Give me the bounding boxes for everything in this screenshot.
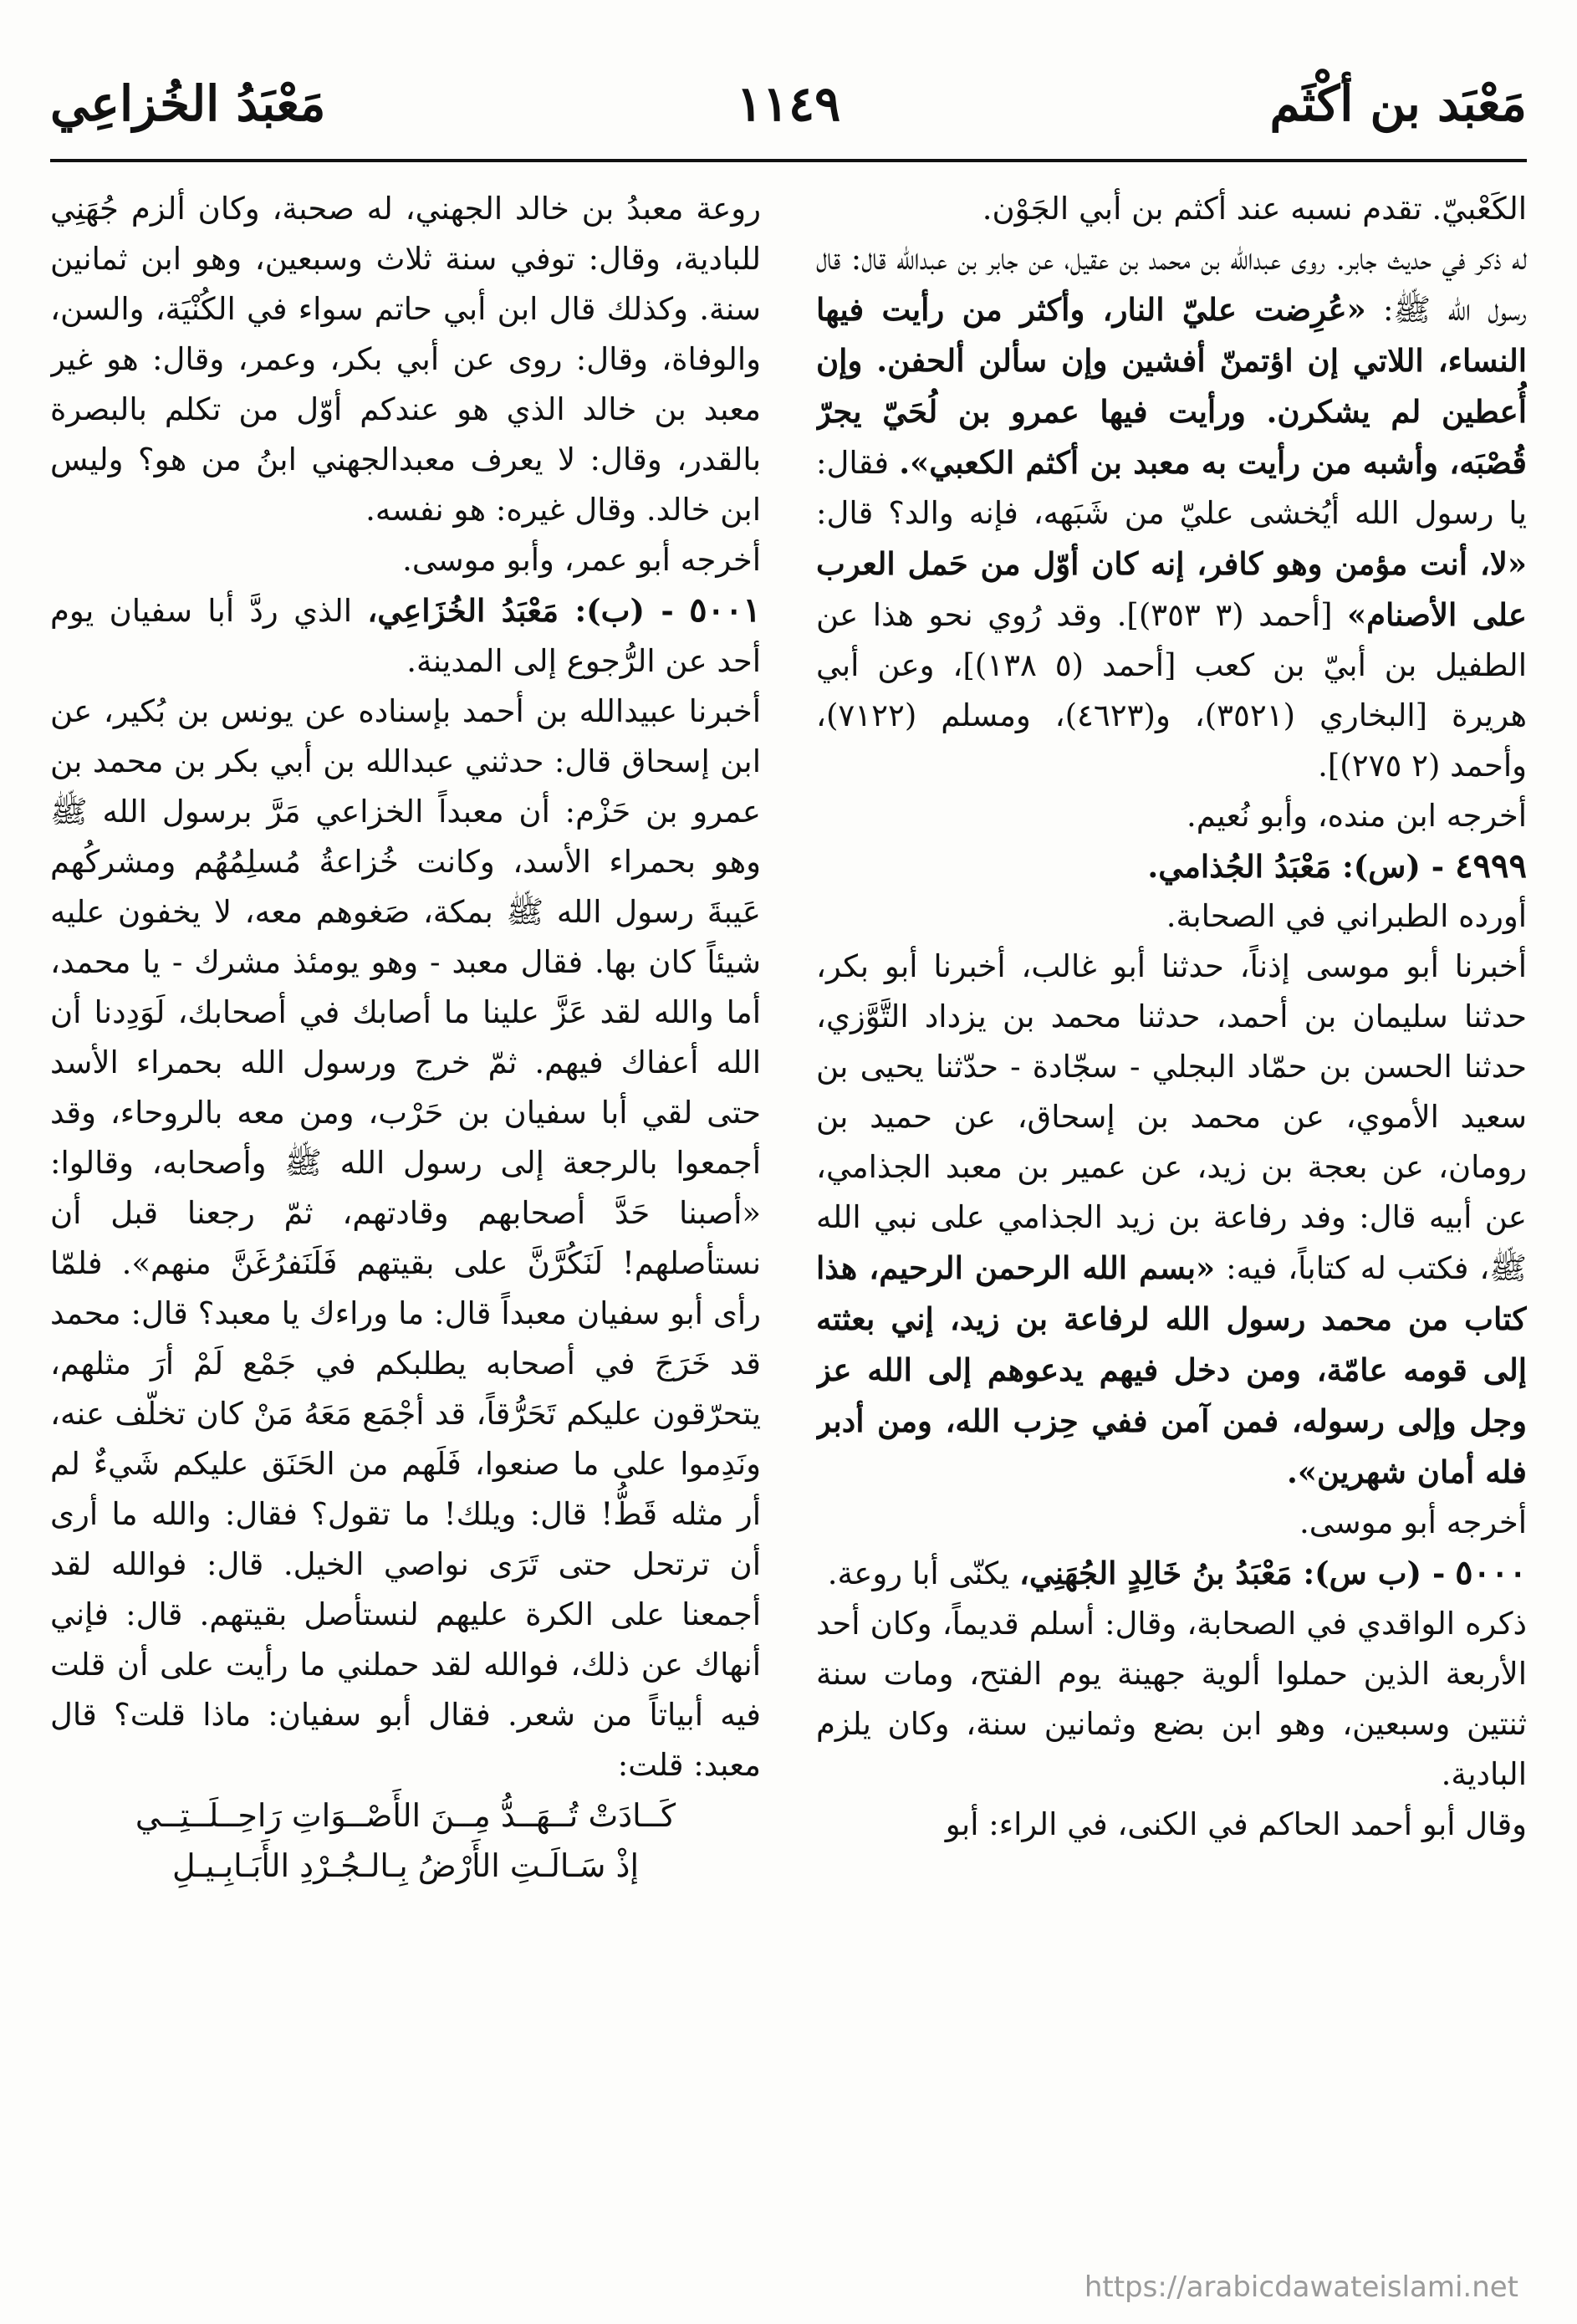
left-column <box>50 184 761 2265</box>
entry-title: - (ب س): مَعْبَدُ بنُ خَالِدٍ الجُهَنِي، <box>1018 1555 1446 1591</box>
entry-title: - (س): مَعْبَدُ الجُذامي. <box>1147 848 1445 885</box>
entry-heading <box>816 1548 1527 1599</box>
right-column <box>816 184 1527 2265</box>
entry-subtitle: يكنّى أبا روعة. <box>827 1555 1010 1591</box>
text-span: أخبرنا أبو موسى إذناً، حدثنا أبو غالب، أخبرنا أبو بكر، حدثنا سليمان بن أحمد، حدثنا محمد بن يزداد التَّوَّزي، حدثنا الحسن بن حمّاد البجلي - سجّادة - حدّثنا يحيى بن سعيد الأموي، عن محمد بن إسحاق، عن حميد بن رومان، عن بعجة بن زيد، عن عمير بن معبد الجذامي، عن أبيه قال: وفد رفاعة بن زيد الجذامي على نبي الله ﷺ، فكتب له كتاباً، فيه: <box>816 948 1527 1286</box>
paragraph <box>816 942 1527 1498</box>
hadith-quote: «بسم الله الرحمن الرحيم، هذا كتاب من محمد رسول الله لرفاعة بن زيد، إني بعثته إلى قومه عامّة، ومن دخل فيهم يدعوهم إلى الله عز وجل وإلى رسوله، فمن آمن ففي حِزب الله، ومن أدبر فله أمان شهرين». <box>816 1249 1527 1490</box>
entry-subtitle: الذي ردَّ أبا سفيان يوم أحد عن الرُّجوع إلى المدينة. <box>50 593 761 679</box>
entry-number: ٥٠٠١ <box>689 590 761 630</box>
entry-heading <box>50 585 761 687</box>
paragraph: روعة معبدُ بن خالد الجهني، له صحبة، وكان ألزم جُهَنِي للبادية، وقال: توفي سنة ثلاث وسبعين، وهو ابن ثمانين سنة. وكذلك قال ابن أبي حاتم سواء في الكُنْيَة، والسن، والوفاة، وقال: روى عن أبي بكر، وعمر، وقال: هو غير معبد بن خالد الذي هو عندكم أوّل من تكلم بالبصرة بالقدر، وقال: لا يعرف معبدالجهني ابنُ من هو؟ وليس ابن خالد. وقال غيره: هو نفسه. <box>50 191 761 528</box>
paragraph: وقال أبو أحمد الحاكم في الكنى، في الراء: أبو <box>945 1806 1527 1842</box>
paragraph <box>816 234 1527 791</box>
paragraph: الكَعْبيّ. تقدم نسبه عند أكثم بن أبي الجَوْن. <box>982 191 1527 227</box>
text-span: له ذكر في حديث جابر. روى عبدالله بن محمد بن عقيل، عن جابر بن عبدالله قال: قال رسول الله ﷺ: <box>816 241 1527 328</box>
page-header <box>50 59 1527 167</box>
page-number: ١١٤٩ <box>736 75 841 132</box>
poem-verse: إذْ سَـالَـتِ الأَرْضُ بِـالـجُـرْدِ الأَبَـابِـيـلِ <box>171 1847 639 1884</box>
paragraph: أخرجه أبو موسى. <box>1299 1504 1527 1540</box>
entry-title: - (ب): مَعْبَدُ الخُزَاعِي، <box>367 592 674 629</box>
header-left-title: مَعْبَدُ الخُزاعِي <box>50 75 326 132</box>
paragraph: ذكره الواقدي في الصحابة، وقال: أسلم قديماً، وكان أحد الأربعة الذين حملوا ألوية جهينة يوم الفتح، ومات سنة ثنتين وسبعين، وهو ابن بضع وثمانين سنة، وكان يلزم البادية. <box>816 1606 1527 1792</box>
header-right-title: مَعْبَد بن أكْثَم <box>1269 75 1527 132</box>
paragraph: أورده الطبراني في الصحابة. <box>1166 898 1527 934</box>
entry-heading <box>816 841 1527 891</box>
paragraph: أخبرنا عبيدالله بن أحمد بإسناده عن يونس بن بُكير، عن ابن إسحاق قال: حدثني عبدالله بن أبي بكر بن محمد بن عمرو بن حَزْم: أن معبداً الخزاعي مَرَّ برسول الله ﷺ وهو بحمراء الأسد، وكانت خُزاعةُ مُسلِمُهُم ومشركُهم عَيبةَ رسول الله ﷺ بمكة، صَغوهم معه، لا يخفون عليه شيئاً كان بها. فقال معبد - وهو يومئذ مشرك - يا محمد، أما والله لقد عَزَّ علينا ما أصابك في أصحابك، لَوَدِدنا أن الله أعفاك فيهم. ثمّ خرج ورسول الله بحمراء الأسد حتى لقي أبا سفيان بن حَرْب، ومن معه بالروحاء، وقد أجمعوا بالرجعة إلى رسول الله ﷺ وأصحابه، وقالوا: «أصبنا حَدَّ أصحابهم وقادتهم، ثمّ رجعنا قبل أن نستأصلهم! لَنَكُرَّنَّ على بقيتهم فَلَنَفرُغَنَّ منهم». فلمّا رأى أبو سفيان معبداً قال: ما وراءك يا معبد؟ قال: محمد قد خَرَجَ في أصحابه يطلبكم في جَمْع لَمْ أرَ مثلهم، يتحرّقون عليكم تَحَرُّقاً، قد أجْمَع مَعَهُ مَنْ كان تخلّف عنه، ونَدِموا على ما صنعوا، فَلَهم من الحَنَق عليكم شَيءٌ لم أر مثله قَطُّ! قال: ويلك! ما تقول؟ فقال: والله ما أرى أن ترتحل حتى تَرَى نواصي الخيل. قال: فوالله لقد أجمعنا على الكرة عليهم لنستأصل بقيتهم. قال: فإني أنهاك عن ذلك، فوالله لقد حملني ما رأيت على أن قلت فيه أبياتاً من شعر. فقال أبو سفيان: ماذا قلت؟ قال معبد: قلت: <box>50 693 761 1783</box>
text-span: فقال: يا رسول الله أيُخشى عليّ من شَبَهه، فإنه والد؟ قال: <box>816 445 1527 531</box>
poem-verse: كَــادَتْ تُــهَــدُّ مِــنَ الأَصْــوَاتِ رَاحِــلَــتِــي <box>135 1797 676 1834</box>
hadith-quote: «عُرِضت عليّ النار، وأكثر من رأيت فيها النساء، اللاتي إن اؤتمنّ أفشين وإن سألن ألحفن. وإن أُعطين لم يشكرن. ورأيت فيها عمرو بن لُحَيّ يجرّ قُصْبَه، وأشبه من رأيت به معبد بن أكثم الكعبي». <box>816 291 1527 481</box>
paragraph: أخرجه ابن منده، وأبو نُعيم. <box>1186 798 1527 834</box>
header-rule <box>50 159 1527 162</box>
text-span: [أحمد (٣ ٣٥٣)]. وقد رُوي نحو هذا عن الطفيل بن أبيّ بن كعب [أحمد (٥ ١٣٨)]، وعن أبي هريرة [البخاري (٣٥٢١)، و(٤٦٢٣)، ومسلم (٧١٢٢)، وأحمد (٢ ٢٧٥)]. <box>816 597 1527 784</box>
paragraph: أخرجه أبو عمر، وأبو موسى. <box>402 542 761 578</box>
entry-number: ٥٠٠٠ <box>1455 1553 1527 1592</box>
watermark-url: https://arabicdawateislami.net <box>1084 2270 1518 2304</box>
hadith-quote: «لا، أنت مؤمن وهو كافر، إنه كان أوّل من حَمل العرب على الأصنام» <box>816 545 1527 633</box>
entry-number: ٤٩٩٩ <box>1455 846 1527 886</box>
